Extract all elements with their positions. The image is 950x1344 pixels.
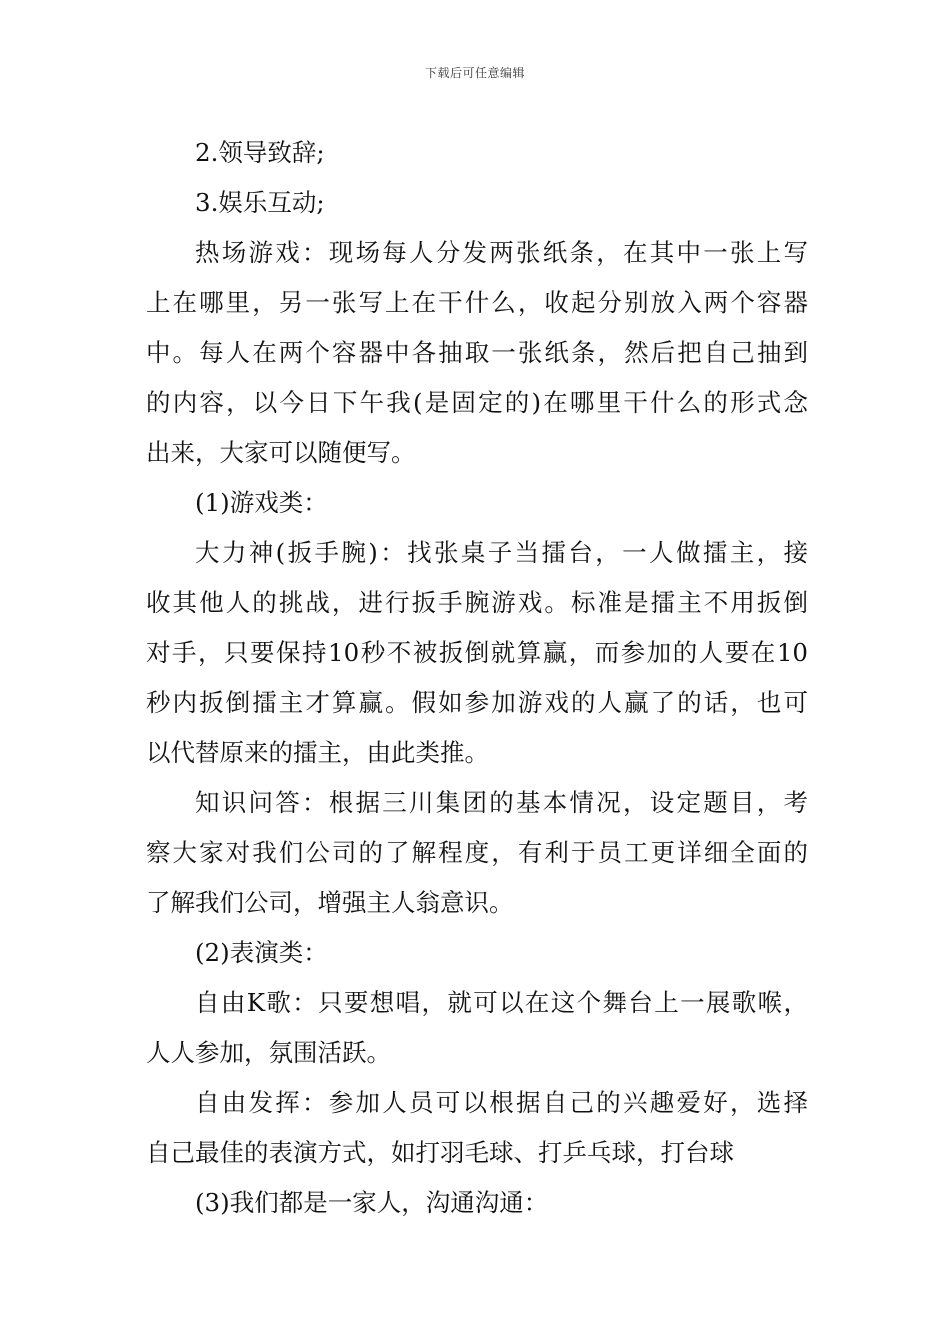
text-line: 出来，大家可以随便写。 bbox=[146, 438, 416, 467]
text-line: (1)游戏类： bbox=[195, 488, 328, 517]
text-line: 上在哪里，另一张写上在干什么，收起分别放入两个容器 bbox=[146, 288, 808, 317]
text-line: 收其他人的挑战，进行扳手腕游戏。标准是擂主不用扳倒 bbox=[146, 588, 808, 617]
text-line: 对手，只要保持10秒不被扳倒就算赢，而参加的人要在10 bbox=[146, 638, 808, 667]
text-line: 察大家对我们公司的了解程度，有利于员工更详细全面的 bbox=[146, 838, 808, 867]
paragraph-quiz bbox=[146, 778, 808, 928]
paragraph-arm-wrestling bbox=[146, 528, 808, 778]
section-heading-games bbox=[146, 478, 808, 528]
text-line: 2.领导致辞; bbox=[195, 138, 325, 167]
page-header: 下载后可任意编辑 bbox=[424, 66, 525, 80]
document-body bbox=[146, 128, 808, 1228]
paragraph-warmup-game bbox=[146, 228, 808, 478]
list-item-entertainment bbox=[146, 178, 808, 228]
paragraph-karaoke bbox=[146, 978, 808, 1078]
text-line: 自由发挥：参加人员可以根据自己的兴趣爱好，选择 bbox=[195, 1088, 808, 1117]
list-item-leader-speech bbox=[146, 128, 808, 178]
text-line: 以代替原来的擂主，由此类推。 bbox=[146, 738, 489, 767]
paragraph-free-performance bbox=[146, 1078, 808, 1178]
text-line: 中。每人在两个容器中各抽取一张纸条，然后把自己抽到 bbox=[146, 338, 808, 367]
text-line: 自己最佳的表演方式，如打羽毛球、打乒乓球，打台球 bbox=[146, 1138, 734, 1167]
section-heading-communication bbox=[146, 1178, 808, 1228]
text-line: 自由K歌：只要想唱，就可以在这个舞台上一展歌喉， bbox=[195, 988, 808, 1017]
text-line: 3.娱乐互动; bbox=[195, 188, 325, 217]
text-line: 知识问答：根据三川集团的基本情况，设定题目，考 bbox=[195, 788, 808, 817]
text-line: (2)表演类： bbox=[195, 938, 328, 967]
text-line: 人人参加，氛围活跃。 bbox=[146, 1038, 391, 1067]
text-line: 秒内扳倒擂主才算赢。假如参加游戏的人赢了的话，也可 bbox=[146, 688, 808, 717]
text-line: 的内容，以今日下午我(是固定的)在哪里干什么的形式念 bbox=[146, 388, 808, 417]
text-line: 了解我们公司，增强主人翁意识。 bbox=[146, 888, 514, 917]
text-line: 大力神(扳手腕)：找张桌子当擂台，一人做擂主，接 bbox=[195, 538, 808, 567]
text-line: (3)我们都是一家人，沟通沟通： bbox=[195, 1188, 549, 1217]
section-heading-performance bbox=[146, 928, 808, 978]
text-line: 热场游戏：现场每人分发两张纸条，在其中一张上写 bbox=[195, 238, 808, 267]
